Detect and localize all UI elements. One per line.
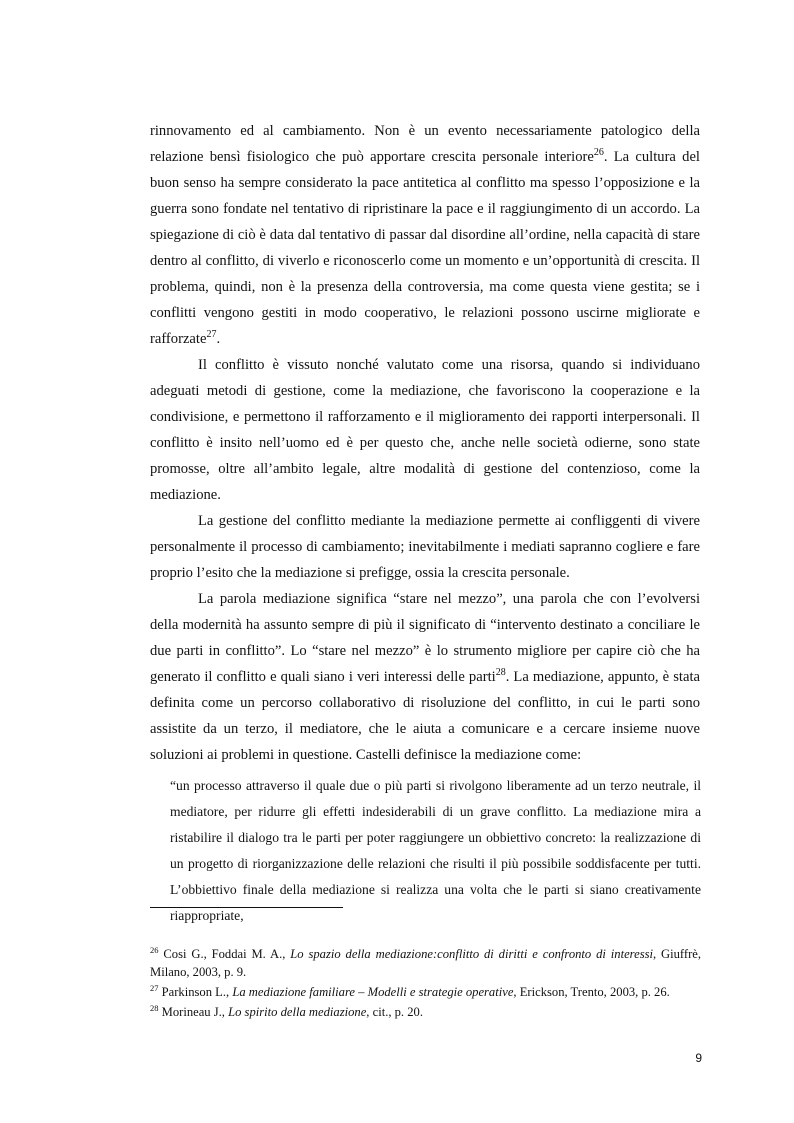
footnote-number: 28: [150, 1002, 159, 1013]
paragraph-4-text-a: La parola mediazione significa “stare nel mezzo”, una parola che con l’evolversi della modernità ha assunto sempre di più il significato di “intervento destinato a conciliare le due parti in conflitto”. Lo “stare nel mezzo” è lo strumento migliore per capire ciò che ha generato il conflitto e quali siano i veri interessi delle parti: [150, 591, 700, 685]
footnote-number: 27: [150, 982, 159, 993]
main-text: [150, 118, 700, 768]
footnote-author: Parkinson L.,: [158, 985, 233, 999]
paragraph-1-text-b: . La cultura del buon senso ha sempre considerato la pace antitetica al conflitto ma spesso l’opposizione e la guerra sono fondate nel tentativo di ripristinare la pace e il raggiungimento di un accordo. La spiegazione di ciò è data dal tentativo di passar dal disordine all’ordine, nella capacità di stare dentro al conflitto, di viverlo e riconoscerlo come un momento e un’opportunità di crescita. Il problema, quindi, non è la presenza della controversia, ma come questa viene gestita; se i conflitti vengono gestiti in modo cooperativo, le relazioni possono uscirne migliorate e rafforzate: [150, 149, 700, 347]
paragraph-1: [150, 118, 700, 352]
footnote-ref-27[interactable]: 27: [206, 329, 217, 341]
paragraph-1-text-c: .: [216, 331, 221, 347]
footnote-publication: cit., p. 20.: [369, 1005, 423, 1019]
footnote-separator: [150, 907, 343, 908]
footnote-27: [150, 983, 701, 1001]
block-quote-text: “un processo attraverso il quale due o più parti si rivolgono liberamente ad un terzo neutrale, il mediatore, per ridurre gli effetti indesiderabili di un grave conflitto. La mediazione mira a ristabilire il dialogo tra le parti per poter raggiungere un obbiettivo concreto: la realizzazione di un progetto di riorganizzazione delle relazioni che risulti il più possibile soddisfacente per tutti. L’obbiettivo finale della mediazione si realizza una volta che le parti si siano creativamente riappropriate,: [170, 778, 701, 923]
footnote-title: La mediazione familiare – Modelli e strategie operative: [232, 985, 514, 999]
footnote-ref-26[interactable]: 26: [593, 147, 604, 159]
footnote-author: Cosi G., Foddai M. A.,: [158, 947, 291, 961]
footnote-publication: , Giuffrè, Milano, 2003, p. 9.: [150, 947, 702, 979]
paragraph-4-text-b: . La mediazione, appunto, è stata definita come un percorso collaborativo di risoluzione del conflitto, in cui le parti sono assistite da un terzo, il mediatore, che le aiuta a comunicare e a cercare insieme nuove soluzioni ai problemi in questione. Castelli definisce la mediazione come:: [150, 669, 700, 763]
paragraph-4: [150, 586, 700, 768]
footnote-28: [150, 1003, 701, 1021]
paragraph-1-text-a: rinnovamento ed al cambiamento. Non è un evento necessariamente patologico della relazione bensì fisiologico che può apportare crescita personale interiore: [150, 123, 700, 165]
footnote-title: Lo spirito della mediazione,: [228, 1005, 370, 1019]
footnote-publication: , Erickson, Trento, 2003, p. 26.: [513, 985, 670, 999]
paragraph-2: Il conflitto è vissuto nonché valutato come una risorsa, quando si individuano adeguati metodi di gestione, come la mediazione, che favoriscono la cooperazione e la condivisione, e permettono il rafforzamento e il miglioramento dei rapporti interpersonali. Il conflitto è insito nell’uomo ed è per questo che, anche nelle società odierne, sono state promosse, oltre all’ambito legale, altre modalità di gestione del contenzioso, come la mediazione.: [150, 357, 700, 503]
footnote-ref-28[interactable]: 28: [495, 667, 506, 679]
footnote-author: Morineau J.,: [158, 1005, 229, 1019]
footnote-title: Lo spazio della mediazione:conflitto di diritti e confronto di interessi: [290, 947, 653, 961]
block-quote: [170, 773, 701, 929]
footnote-26: [150, 945, 701, 981]
page-number: 9: [695, 1051, 702, 1065]
footnotes: [150, 945, 701, 1023]
footnote-number: 26: [150, 944, 159, 955]
paragraph-3: La gestione del conflitto mediante la mediazione permette ai confliggenti di vivere personalmente il processo di cambiamento; inevitabilmente i mediati sapranno cogliere e fare proprio l’esito che la mediazione si prefigge, ossia la crescita personale.: [150, 513, 700, 581]
